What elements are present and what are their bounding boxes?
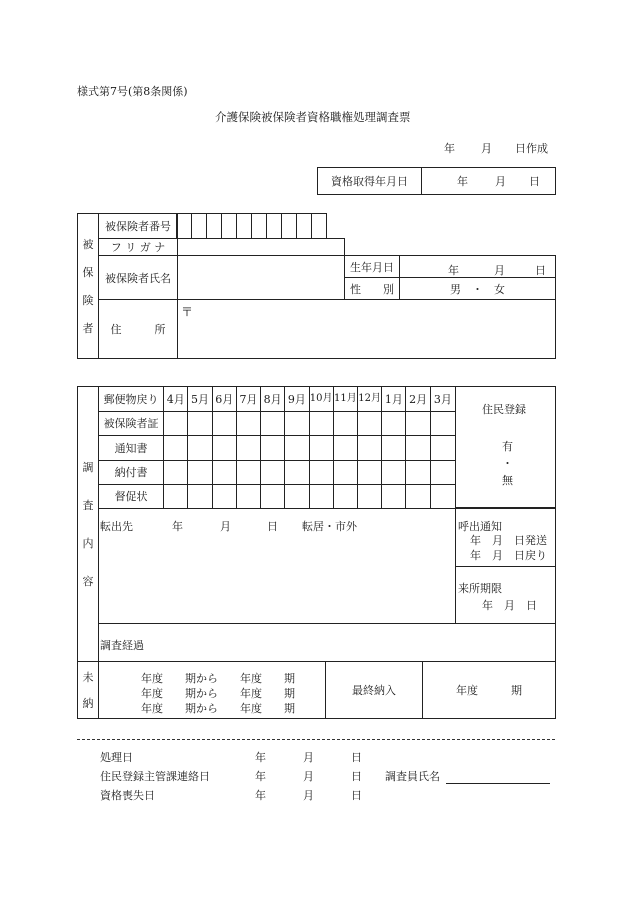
survey-section <box>77 386 556 662</box>
address-label: 住 所 <box>98 299 178 359</box>
grid-cell[interactable] <box>261 485 285 509</box>
created-day: 日作成 <box>515 142 548 155</box>
name-label: 被保険者氏名 <box>98 255 178 300</box>
grid-cell[interactable] <box>382 436 406 461</box>
lost-label: 資格喪失日 <box>100 789 155 802</box>
grid-cell[interactable] <box>236 485 260 509</box>
liaison-month: 月 <box>303 770 314 783</box>
number-digit-cell[interactable] <box>176 213 192 239</box>
moved-year: 年 <box>172 520 183 533</box>
postal-mark: 〒 <box>181 305 194 319</box>
grid-cell[interactable] <box>164 485 188 509</box>
acquisition-date-box <box>317 167 556 195</box>
unpaid-periods[interactable] <box>99 662 326 718</box>
name-field[interactable] <box>177 255 345 300</box>
resident-dot: ・ <box>502 457 513 470</box>
grid-cell[interactable] <box>358 412 382 436</box>
survey-month-grid <box>99 386 456 509</box>
acq-year: 年 <box>457 175 468 188</box>
row-label-returned-mail: 郵便物戻り <box>99 387 164 412</box>
month-header: 9月 <box>285 387 309 412</box>
grid-cell[interactable] <box>406 485 430 509</box>
number-digit-cell[interactable] <box>266 213 282 239</box>
created-month: 月 <box>481 142 492 155</box>
lost-day: 日 <box>351 789 362 802</box>
grid-cell[interactable] <box>430 412 455 436</box>
grid-cell[interactable] <box>406 412 430 436</box>
grid-cell[interactable] <box>382 412 406 436</box>
row-label-insurance-card: 被保険者証 <box>99 412 164 436</box>
grid-cell[interactable] <box>188 436 212 461</box>
investigator-name-field[interactable] <box>446 771 550 784</box>
furigana-field[interactable] <box>177 238 345 256</box>
number-digit-cell[interactable] <box>251 213 267 239</box>
grid-cell[interactable] <box>358 461 382 485</box>
month-header: 6月 <box>212 387 236 412</box>
progress-label: 調査経過 <box>100 639 144 652</box>
month-header: 4月 <box>164 387 188 412</box>
birth-label: 生年月日 <box>344 255 400 278</box>
grid-cell[interactable] <box>236 436 260 461</box>
grid-cell[interactable] <box>333 485 357 509</box>
grid-cell[interactable] <box>164 436 188 461</box>
call-sent: 年 月 日発送 <box>470 534 547 547</box>
processed-label: 処理日 <box>100 751 133 764</box>
row-label-reminder: 督促状 <box>99 485 164 509</box>
furigana-label: フ リ ガ ナ <box>98 238 178 256</box>
resident-yes: 有 <box>502 440 513 453</box>
grid-cell[interactable] <box>285 485 309 509</box>
grid-cell[interactable] <box>309 461 333 485</box>
birth-field[interactable] <box>399 255 556 278</box>
grid-cell[interactable] <box>261 461 285 485</box>
grid-cell[interactable] <box>261 412 285 436</box>
month-header: 8月 <box>261 387 285 412</box>
moved-type: 転居・市外 <box>302 520 357 533</box>
number-digit-cell[interactable] <box>296 213 312 239</box>
row-label-payment-slip: 納付書 <box>99 461 164 485</box>
grid-cell[interactable] <box>382 461 406 485</box>
grid-cell[interactable] <box>212 436 236 461</box>
resident-label: 住民登録 <box>482 403 526 416</box>
resident-registration-box[interactable] <box>455 387 555 508</box>
month-header: 10月 <box>309 387 333 412</box>
visit-deadline-box[interactable] <box>455 566 555 624</box>
grid-cell[interactable] <box>333 412 357 436</box>
lost-year: 年 <box>255 789 266 802</box>
grid-cell[interactable] <box>309 436 333 461</box>
birth-month: 月 <box>494 264 505 277</box>
address-field[interactable] <box>177 299 556 359</box>
unpaid-line-1: 年度 期から 年度 期 <box>141 672 295 685</box>
call-label: 呼出通知 <box>458 520 502 533</box>
number-digit-cell[interactable] <box>311 213 327 239</box>
visit-date: 年 月 日 <box>482 599 537 612</box>
acquisition-date-field[interactable] <box>422 168 556 195</box>
moved-destination-field[interactable] <box>99 508 456 624</box>
month-header: 5月 <box>188 387 212 412</box>
number-digit-cell[interactable] <box>221 213 237 239</box>
grid-cell[interactable] <box>406 436 430 461</box>
unpaid-line-3: 年度 期から 年度 期 <box>141 702 295 715</box>
moved-month: 月 <box>220 520 231 533</box>
grid-cell[interactable] <box>285 461 309 485</box>
grid-cell[interactable] <box>236 461 260 485</box>
call-notice-box[interactable] <box>455 508 555 567</box>
page-title: 介護保険被保険者資格職権処理調査票 <box>215 110 411 124</box>
resident-no: 無 <box>502 474 513 487</box>
last-payment-field[interactable]: 年度 期 <box>456 684 522 697</box>
moved-label: 転出先 <box>100 520 133 533</box>
acq-month: 月 <box>495 175 506 188</box>
investigator-label: 調査員氏名 <box>385 770 440 783</box>
grid-cell[interactable] <box>164 461 188 485</box>
number-digit-cell[interactable] <box>206 213 222 239</box>
processed-year: 年 <box>255 751 266 764</box>
grid-cell[interactable] <box>430 436 455 461</box>
insured-number-cells[interactable] <box>177 213 327 239</box>
survey-side-label: 調 査 内 容 <box>78 387 99 661</box>
grid-cell[interactable] <box>406 461 430 485</box>
dashed-divider <box>77 739 555 740</box>
grid-cell[interactable] <box>285 436 309 461</box>
grid-cell[interactable] <box>212 412 236 436</box>
visit-label: 来所期限 <box>458 582 502 595</box>
month-header: 7月 <box>236 387 260 412</box>
call-returned: 年 月 日戻り <box>470 549 547 562</box>
unpaid-section <box>77 661 556 719</box>
lost-month: 月 <box>303 789 314 802</box>
survey-progress-field[interactable] <box>99 624 555 661</box>
grid-cell[interactable] <box>188 412 212 436</box>
number-digit-cell[interactable] <box>281 213 297 239</box>
acquisition-label: 資格取得年月日 <box>318 168 422 195</box>
form-number: 様式第7号(第8条関係) <box>77 85 188 98</box>
month-header: 11月 <box>333 387 357 412</box>
grid-cell[interactable] <box>164 412 188 436</box>
month-header: 3月 <box>430 387 455 412</box>
grid-cell[interactable] <box>212 461 236 485</box>
processed-day: 日 <box>351 751 362 764</box>
number-digit-cell[interactable] <box>191 213 207 239</box>
grid-cell[interactable] <box>309 485 333 509</box>
grid-cell[interactable] <box>236 412 260 436</box>
month-header: 1月 <box>382 387 406 412</box>
grid-cell[interactable] <box>382 485 406 509</box>
grid-cell[interactable] <box>188 485 212 509</box>
month-header: 2月 <box>406 387 430 412</box>
unpaid-line-2: 年度 期から 年度 期 <box>141 687 295 700</box>
created-year: 年 <box>444 142 455 155</box>
birth-year: 年 <box>448 264 459 277</box>
number-digit-cell[interactable] <box>236 213 252 239</box>
insured-number-label: 被保険者番号 <box>98 213 178 239</box>
grid-cell[interactable] <box>430 461 455 485</box>
insured-section <box>77 213 556 359</box>
moved-day: 日 <box>267 520 278 533</box>
insured-side-label: 被 保 険 者 <box>77 213 99 359</box>
liaison-label: 住民登録主管課連絡日 <box>100 770 210 783</box>
last-payment-label: 最終納入 <box>326 662 423 718</box>
gender-label: 性 別 <box>344 277 400 300</box>
grid-cell[interactable] <box>430 485 455 509</box>
birth-day: 日 <box>535 264 546 277</box>
grid-cell[interactable] <box>285 412 309 436</box>
grid-cell[interactable] <box>358 436 382 461</box>
processed-month: 月 <box>303 751 314 764</box>
row-label-notice: 通知書 <box>99 436 164 461</box>
grid-cell[interactable] <box>358 485 382 509</box>
month-header: 12月 <box>358 387 382 412</box>
liaison-day: 日 <box>351 770 362 783</box>
grid-cell[interactable] <box>333 436 357 461</box>
unpaid-side-label: 未 納 <box>78 662 99 718</box>
gender-field[interactable]: 男 ・ 女 <box>399 277 556 300</box>
grid-cell[interactable] <box>261 436 285 461</box>
grid-cell[interactable] <box>188 461 212 485</box>
grid-cell[interactable] <box>309 412 333 436</box>
grid-cell[interactable] <box>212 485 236 509</box>
grid-cell[interactable] <box>333 461 357 485</box>
liaison-year: 年 <box>255 770 266 783</box>
acq-day: 日 <box>529 175 540 188</box>
